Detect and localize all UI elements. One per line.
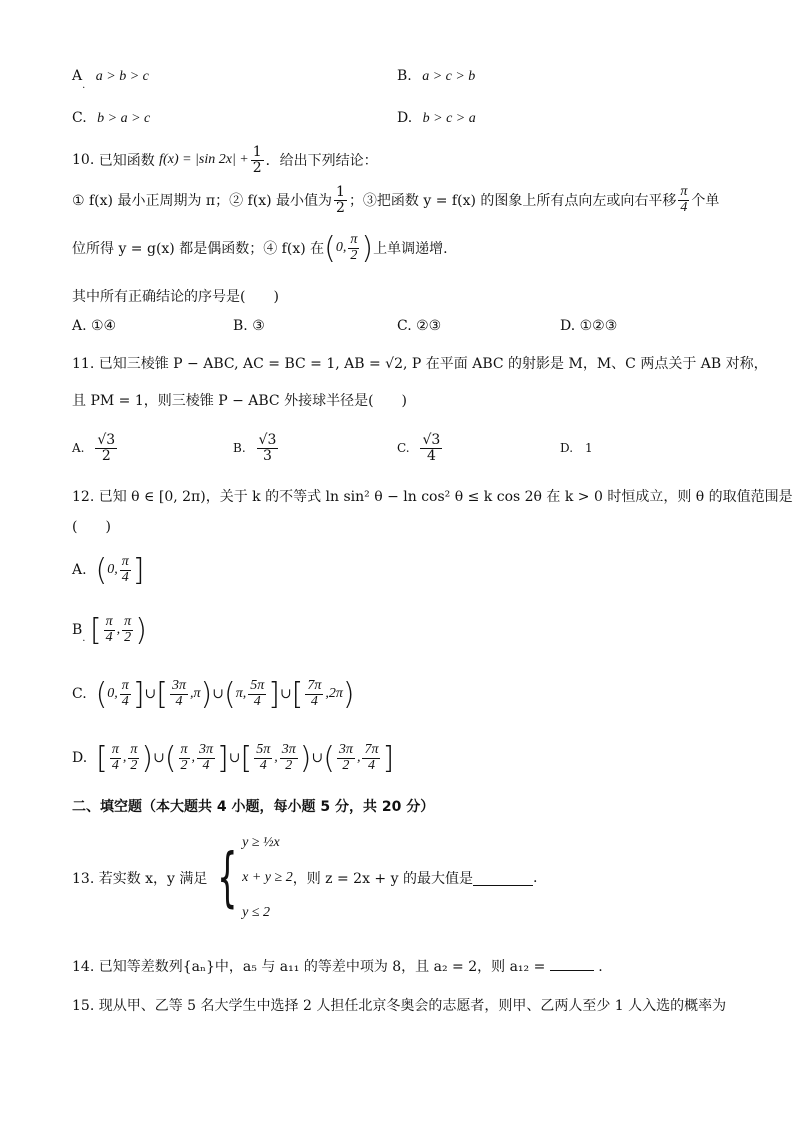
q9-option-d xyxy=(397,110,476,127)
q10-interval-fraction xyxy=(348,233,359,263)
q9-option-a: $A_.$ a > b > c xyxy=(72,68,149,91)
frac-den: 2 xyxy=(252,159,262,176)
q10-min-fraction xyxy=(334,185,347,215)
q10-number: 10. xyxy=(72,152,95,168)
frac-den: 2 xyxy=(350,247,358,263)
q10-stem xyxy=(72,140,378,180)
frac-num: 1 xyxy=(336,183,345,200)
q13-answer-blank[interactable] xyxy=(473,871,533,886)
q13-constraint-3: y ≤ 2 xyxy=(242,905,271,920)
q10-conclusions-line xyxy=(72,180,719,220)
q11-option-b-value xyxy=(257,433,279,463)
q9-option-d-expr: b > c > a xyxy=(422,111,476,126)
q10-question: 其中所有正确结论的序号是( ) xyxy=(72,289,279,305)
frac-den: 2 xyxy=(336,199,345,216)
q9-option-a-label: A xyxy=(72,68,83,84)
frac-pi-4: $\frac{\pi}{4}$ xyxy=(121,553,129,585)
q10-stem-post: ．给出下列结论： xyxy=(265,153,378,169)
q13-end: . xyxy=(532,870,538,886)
left-paren: ( xyxy=(324,230,336,266)
q15-text: 15. 现从甲、乙等 5 名大学生中选择 2 人担任北京冬奥会的志愿者，则甲、乙两人至少 1 人入选的概率为 xyxy=(72,998,727,1014)
q10-option-c: C. ②③ xyxy=(397,318,442,334)
right-paren: ) xyxy=(361,230,374,266)
frac-pi-4: $\frac{\pi}{4}$ xyxy=(105,613,113,645)
q14-answer-blank[interactable] xyxy=(550,956,594,971)
q10-line3: 位所得 y = g(x) 都是偶函数；④ f(x) 在 ( 0, $\frac{\pi}{2}$ ) 上单调递增. xyxy=(72,230,448,266)
q13-pre: 13. 若实数 x，y 满足 xyxy=(72,871,208,887)
q10-conclusion-1-2: ① f(x) 最小正周期为 π；② f(x) 最小值为 xyxy=(72,193,333,209)
q13-constraint-system xyxy=(207,835,292,921)
frac-num: √3 xyxy=(422,431,441,448)
q13-post: ，则 z = 2x + y 的最大值是 xyxy=(292,871,473,887)
q12-option-d: D. [ $\frac{\pi}{4}$ , $\frac{\pi}{2}$ ) ∪ ( $\frac{\pi}{2}$ , $\frac{3\pi}{4}$ ] ∪ [ $\frac{5\pi}{4}$ , $\frac{3\pi}{2}$ ) ∪ ( $\frac{3\pi}{2}$ , $\frac{7\pi}{4}$ ] xyxy=(72,740,395,776)
frac-num: √3 xyxy=(97,431,116,448)
frac-num: π xyxy=(680,183,688,199)
q10-line3-end: 上单调递增. xyxy=(373,241,448,257)
frac-den: 2 xyxy=(101,447,111,464)
frac-den: 3 xyxy=(263,447,272,464)
q9-option-d-label: D. xyxy=(397,110,413,126)
q9-option-b-expr: a > c > b xyxy=(422,69,476,84)
q10-stem-pre: 已知函数 xyxy=(98,153,155,169)
right-paren: ) xyxy=(135,612,147,648)
q10-conclusion-3: ；③把函数 y = f(x) 的图象上所有点向左或向右平移 xyxy=(348,193,677,209)
left-brace: { xyxy=(217,841,238,915)
left-bracket: [ xyxy=(89,612,102,648)
q10-option-d: D. ①②③ xyxy=(560,318,618,334)
q14 xyxy=(72,956,603,976)
q12-option-d-label: D. xyxy=(72,750,88,766)
q10-function: f(x) = |sin 2x| + xyxy=(159,152,249,167)
q9-option-c-label: C. xyxy=(72,110,87,126)
q12-option-b: B . [ $\frac{\pi}{4}$ , $\frac{\pi}{2}$ ) xyxy=(72,612,147,648)
q9-option-c-expr: b > a > c xyxy=(97,111,151,126)
q11-option-a xyxy=(72,426,119,470)
q11-option-b-label: B. xyxy=(233,441,246,455)
q12-option-c-label: C. xyxy=(72,686,87,702)
q14-text: 14. 已知等差数列{aₙ}中，a₅ 与 a₁₁ 的等差中项为 8，且 a₂ = 2，则 a₁₂ = xyxy=(72,959,546,975)
q10-option-b: B. ③ xyxy=(233,318,265,334)
q12-option-a: A. ( 0, $\frac{\pi}{4}$ ] xyxy=(72,552,145,588)
q10-option-a: A. ①④ xyxy=(72,318,117,334)
q12-line1: 12. 已知 θ ∈ [0, 2π)，关于 k 的不等式 ln sin² θ − ln cos² θ ≤ k cos 2θ 在 k > 0 时恒成立，则 θ 的取值范围是 xyxy=(72,489,793,505)
q11-option-c-label: C. xyxy=(397,441,410,455)
section-title-fill-in: 二、填空题（本大题共 4 小题，每小题 5 分，共 20 分） xyxy=(72,799,435,815)
q12-option-c: C. ( 0, $\frac{\pi}{4}$ ] ∪ [ $\frac{3\pi}{4}$ ,π ) ∪ ( π, $\frac{5\pi}{4}$ ] ∪ [ $\frac{7\pi}{4}$ ,2π ) xyxy=(72,676,355,712)
frac-den: 4 xyxy=(426,447,436,464)
q10-shift-fraction xyxy=(678,185,689,215)
q9-option-a-expr: a > b > c xyxy=(95,69,149,84)
frac-num: √3 xyxy=(258,431,277,448)
q10-line3-text: 位所得 y = g(x) 都是偶函数；④ f(x) 在 xyxy=(72,241,325,257)
left-paren: ( xyxy=(95,552,108,588)
q13-constraint-1: y ≥ ½x xyxy=(242,835,280,850)
q12-option-b-label: B xyxy=(72,622,83,638)
q11-line1: 11. 已知三棱锥 P − ABC, AC = BC = 1, AB = √2, P 在平面 ABC 的射影是 M，M、C 两点关于 AB 对称， xyxy=(72,356,768,372)
q13-constraint-2: x + y ≥ 2 xyxy=(242,870,293,885)
q11-option-c xyxy=(397,426,444,470)
q11-option-a-label: A. xyxy=(72,441,85,455)
frac-num: π xyxy=(350,231,358,247)
right-bracket: ] xyxy=(132,552,145,588)
q12-paren: ( ) xyxy=(72,519,111,535)
q10-conclusion-3-end: 个单 xyxy=(691,193,720,209)
q10-half-fraction xyxy=(251,145,264,175)
q12-option-a-label: A. xyxy=(72,562,87,578)
q11-option-a-value xyxy=(95,433,117,463)
frac-den: 4 xyxy=(680,199,688,215)
frac-num: 1 xyxy=(252,143,262,160)
q11-option-b xyxy=(233,426,280,470)
q9-option-b-label: B. xyxy=(397,68,412,84)
q11-option-c-value xyxy=(420,433,442,463)
q9-option-c xyxy=(72,110,150,127)
frac-pi-2: $\frac{\pi}{2}$ xyxy=(124,613,132,645)
q9-option-b xyxy=(397,68,475,85)
q11-option-d: D. 1 xyxy=(560,441,593,455)
q13 xyxy=(72,832,537,924)
q14-end: . xyxy=(598,959,603,975)
q11-line2: 且 PM = 1，则三棱锥 P − ABC 外接球半径是( ) xyxy=(72,393,407,409)
